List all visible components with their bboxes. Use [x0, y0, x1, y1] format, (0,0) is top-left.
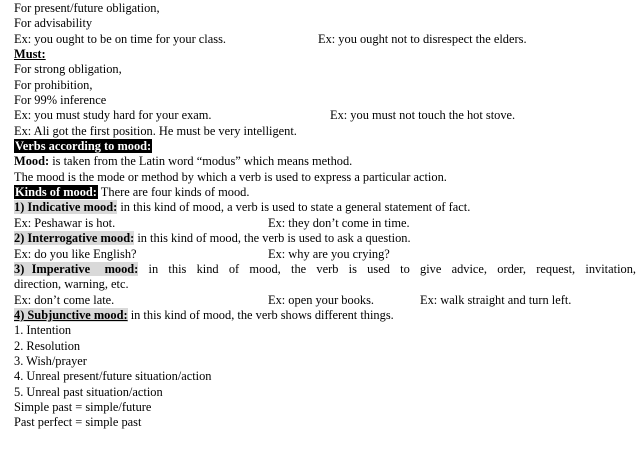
must-heading: Must: [14, 47, 46, 62]
kinds-of-mood-line [14, 185, 636, 200]
mood-label: Mood: [14, 154, 50, 169]
subjunctive-text: in this kind of mood, the verb shows different things. [127, 307, 394, 322]
ought-examples [14, 32, 636, 47]
mood-section-heading: Verbs according to mood: [15, 139, 152, 154]
list-item: 4. Unreal present/future situation/action [14, 369, 212, 384]
ought-example-left: Ex: you ought to be on time for your class. [14, 31, 226, 46]
tense-rule-1: Simple past = simple/future [14, 399, 152, 414]
mood-definition [14, 154, 636, 169]
must-example-right: Ex: you must not touch the hot stove. [330, 108, 516, 123]
list-item: 5. Unreal past situation/action [14, 384, 163, 399]
interrogative-example-right: Ex: why are you crying? [268, 246, 390, 261]
interrogative-text: in this kind of mood, the verb is used to ask a question. [134, 231, 411, 246]
imperative-examples [14, 293, 636, 308]
kinds-of-mood-label: Kinds of mood: [15, 185, 97, 200]
indicative-example-right: Ex: they don’t come in time. [268, 215, 410, 230]
mood-line-2: The mood is the mode or method by which a verb is used to express a particular action. [14, 169, 447, 184]
document-page [14, 1, 636, 431]
interrogative-line [14, 231, 636, 246]
interrogative-example-left: Ex: do you like English? [14, 246, 137, 261]
must-example-left: Ex: you must study hard for your exam. [14, 108, 212, 123]
must-line-3: For 99% inference [14, 93, 107, 108]
list-item: 3. Wish/prayer [14, 353, 87, 368]
mood-definition-text: is taken from the Latin word “modus” which means method. [49, 154, 353, 169]
imperative-example-right: Ex: walk straight and turn left. [420, 292, 572, 307]
list-item: 2. Resolution [14, 338, 81, 353]
kinds-of-mood-text: There are four kinds of mood. [97, 185, 250, 200]
interrogative-label: 2) Interrogative mood: [14, 231, 135, 246]
imperative-line [14, 262, 636, 277]
interrogative-examples [14, 247, 636, 262]
imperative-text: in this kind of mood, the verb is used to give advice, order, request, invitation, [138, 261, 636, 276]
imperative-example-left: Ex: don’t come late. [14, 292, 115, 307]
indicative-label: 1) Indicative mood: [14, 200, 118, 215]
must-examples [14, 108, 636, 123]
list-item: 1. Intention [14, 323, 72, 338]
subjunctive-line [14, 308, 636, 323]
imperative-example-middle: Ex: open your books. [268, 292, 374, 307]
ought-line-2: For advisability [14, 16, 93, 31]
must-line-1: For strong obligation, [14, 62, 122, 77]
subjunctive-label: 4) Subjunctive mood: [14, 307, 128, 322]
ought-line-1: For present/future obligation, [14, 1, 160, 15]
indicative-examples [14, 216, 636, 231]
indicative-line [14, 200, 636, 215]
must-example-2: Ex: Ali got the first position. He must be very intelligent. [14, 123, 297, 138]
must-heading-line [14, 47, 636, 62]
imperative-label: 3) Imperative mood: [14, 261, 139, 276]
ought-example-right: Ex: you ought not to disrespect the elders. [318, 31, 527, 46]
imperative-line-2: direction, warning, etc. [14, 277, 129, 292]
indicative-example-left: Ex: Peshawar is hot. [14, 215, 116, 230]
indicative-text: in this kind of mood, a verb is used to state a general statement of fact. [117, 200, 471, 215]
tense-rule-2: Past perfect = simple past [14, 415, 142, 430]
mood-heading-line [14, 139, 636, 154]
must-line-2: For prohibition, [14, 77, 93, 92]
